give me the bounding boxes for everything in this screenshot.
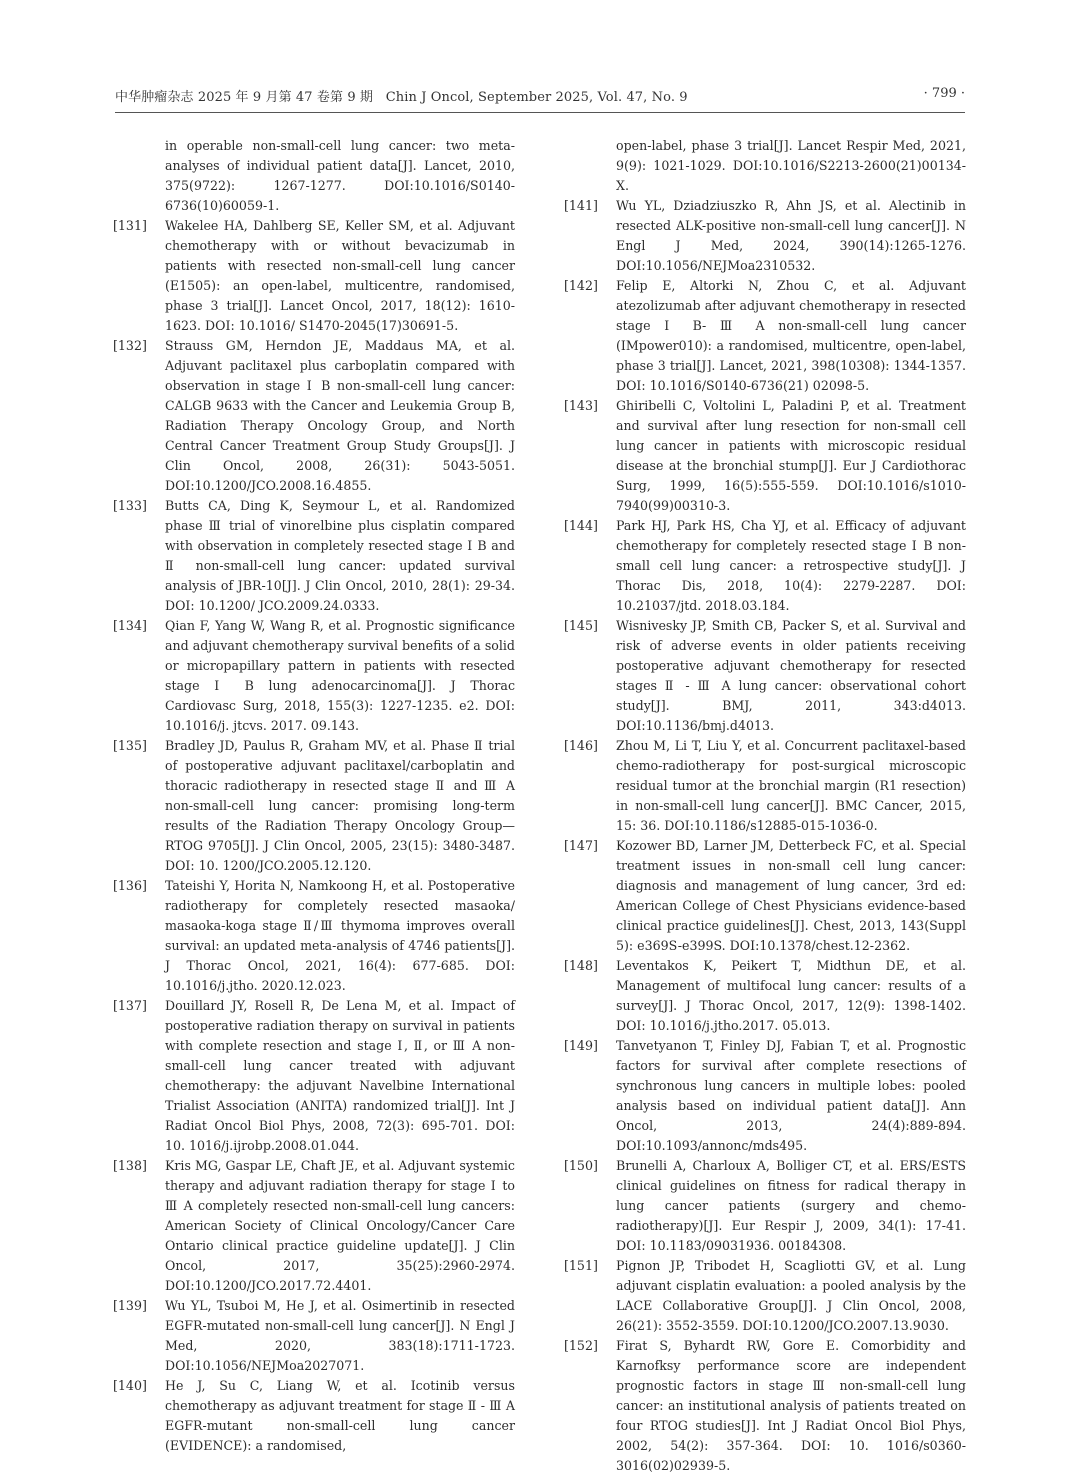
reference-number: [147] (564, 838, 598, 853)
reference-number: [141] (564, 198, 598, 213)
journal-name-en: Chin J Oncol, September 2025, Vol. 47, No. 9 (385, 90, 688, 105)
reference-text: Wu YL, Tsuboi M, He J, et al. Osimertinib in resected EGFR-mutated non-small-cell lung cancer[J]. N Engl J Med, 2020, 383(18):1711-1723. DOI:10.1056/NEJMoa2027071. (165, 1298, 515, 1373)
reference-number: [144] (564, 518, 598, 533)
reference-number: [142] (564, 278, 598, 293)
reference-number: [139] (113, 1298, 147, 1313)
reference-text: Leventakos K, Peikert T, Midthun DE, et al. Management of multifocal lung cancer: results of a survey[J]. J Thorac Oncol, 2017, 12(9): 1398-1402. DOI: 10.1016/j.jtho.2017. 05.013. (616, 958, 966, 1033)
page-number: · 799 · (923, 86, 965, 101)
reference-text: Wu YL, Dziadziuszko R, Ahn JS, et al. Alectinib in resected ALK-positive non-small-cell lung cancer[J]. N Engl J Med, 2024, 390(14):1265-1276. DOI:10.1056/NEJMoa2310532. (616, 198, 966, 273)
reference-text: Tanvetyanon T, Finley DJ, Fabian T, et al. Prognostic factors for survival after complete resections of synchronous lung cancers in multiple lobes: pooled analysis based on individual patient data[J]. Ann Oncol, 2013, 24(4):889-894. DOI:10.1093/annonc/mds495. (616, 1038, 966, 1153)
reference-text: Strauss GM, Herndon JE, Maddaus MA, et al. Adjuvant paclitaxel plus carboplatin compared with observation in stage Ⅰ B non-small-cell lung cancer: CALGB 9633 with the Cancer and Leukemia Group B, Radiation Therapy Oncology Group, and North Central Cancer Treatment Group Study Groups[J]. J Clin Oncol, 2008, 26(31): 5043-5051. DOI:10.1200/JCO.2008.16.4855. (165, 338, 515, 493)
reference-column-left (113, 136, 515, 1456)
reference-entry (564, 136, 966, 196)
reference-text: Douillard JY, Rosell R, De Lena M, et al. Impact of postoperative radiation therapy on survival in patients with complete resection and stage Ⅰ, Ⅱ, or Ⅲ A non-small-cell lung cancer treated with adjuvant chemotherapy: the adjuvant Navelbine International Trialist Association (ANITA) randomized trial[J]. Int J Radiat Oncol Biol Phys, 2008, 72(3): 695-701. DOI: 10. 1016/j.ijrobp.2008.01.044. (165, 998, 515, 1153)
reference-number: [143] (564, 398, 598, 413)
reference-entry (564, 616, 966, 736)
reference-text: Kris MG, Gaspar LE, Chaft JE, et al. Adjuvant systemic therapy and adjuvant radiation therapy for stage Ⅰ to Ⅲ A completely resected non-small-cell lung cancers: American Society of Clinical Oncology/Cancer Care Ontario clinical practice guideline update[J]. J Clin Oncol, 2017, 35(25):2960-2974. DOI:10.1200/JCO.2017.72.4401. (165, 1158, 515, 1293)
reference-text: Wisnivesky JP, Smith CB, Packer S, et al. Survival and risk of adverse events in older patients receiving postoperative adjuvant chemotherapy for resected stages Ⅱ - Ⅲ A lung cancer: observational cohort study[J]. BMJ, 2011, 343:d4013. DOI:10.1136/bmj.d4013. (616, 618, 966, 733)
reference-entry (113, 1156, 515, 1296)
reference-entry (564, 836, 966, 956)
reference-entry (113, 996, 515, 1156)
reference-text: Zhou M, Li T, Liu Y, et al. Concurrent paclitaxel-based chemo-radiotherapy for post-surgical microscopic residual tumor at the bronchial margin (R1 resection) in non-small-cell lung cancer[J]. BMC Cancer, 2015, 15: 36. DOI:10.1186/s12885-015-1036-0. (616, 738, 966, 833)
reference-entry (564, 276, 966, 396)
reference-entry (113, 736, 515, 876)
journal-name-cn: 中华肿瘤杂志 2025 年 9 月第 47 卷第 9 期 (115, 90, 374, 105)
reference-number: [140] (113, 1378, 147, 1393)
reference-number: [131] (113, 218, 147, 233)
reference-entry (564, 1256, 966, 1336)
reference-number: [137] (113, 998, 147, 1013)
reference-number: [135] (113, 738, 147, 753)
running-header (115, 86, 965, 108)
reference-entry (113, 216, 515, 336)
reference-number: [133] (113, 498, 147, 513)
reference-number: [136] (113, 878, 147, 893)
reference-number: [134] (113, 618, 147, 633)
reference-number: [152] (564, 1338, 598, 1353)
reference-text: open-label, phase 3 trial[J]. Lancet Respir Med, 2021, 9(9): 1021-1029. DOI:10.1016/S2213-2600(21)00134-X. (616, 138, 966, 193)
reference-text: Tateishi Y, Horita N, Namkoong H, et al. Postoperative radiotherapy for completely resected masaoka/ masaoka-koga stage Ⅱ/Ⅲ thymoma improves overall survival: an updated meta-analysis of 4746 patients[J]. J Thorac Oncol, 2021, 16(4): 677-685. DOI: 10.1016/j.jtho. 2020.12.023. (165, 878, 515, 993)
reference-text: Wakelee HA, Dahlberg SE, Keller SM, et al. Adjuvant chemotherapy with or without bevacizumab in patients with resected non-small-cell lung cancer (E1505): an open-label, multicentre, randomised, phase 3 trial[J]. Lancet Oncol, 2017, 18(12): 1610-1623. DOI: 10.1016/ S1470-2045(17)30691-5. (165, 218, 515, 333)
reference-text: Brunelli A, Charloux A, Bolliger CT, et al. ERS/ESTS clinical guidelines on fitness for radical therapy in lung cancer patients (surgery and chemo-radiotherapy)[J]. Eur Respir J, 2009, 34(1): 17-41. DOI: 10.1183/09031936. 00184308. (616, 1158, 966, 1253)
reference-number: [149] (564, 1038, 598, 1053)
journal-citation (115, 86, 688, 105)
reference-entry (564, 1036, 966, 1156)
reference-entry (113, 336, 515, 496)
reference-number: [146] (564, 738, 598, 753)
reference-text: Butts CA, Ding K, Seymour L, et al. Randomized phase Ⅲ trial of vinorelbine plus cisplatin compared with observation in completely resected stage Ⅰ B and Ⅱ non-small-cell lung cancer: updated survival analysis of JBR-10[J]. J Clin Oncol, 2010, 28(1): 29-34. DOI: 10.1200/ JCO.2009.24.0333. (165, 498, 515, 613)
reference-entry (564, 956, 966, 1036)
reference-number: [138] (113, 1158, 147, 1173)
reference-entry (113, 876, 515, 996)
header-rule (115, 112, 965, 113)
reference-text: Qian F, Yang W, Wang R, et al. Prognostic significance and adjuvant chemotherapy survival benefits of a solid or micropapillary pattern in patients with resected stage Ⅰ B lung adenocarcinoma[J]. J Thorac Cardiovasc Surg, 2018, 155(3): 1227-1235. e2. DOI: 10.1016/j. jtcvs. 2017. 09.143. (165, 618, 515, 733)
reference-text: Bradley JD, Paulus R, Graham MV, et al. Phase Ⅱ trial of postoperative adjuvant paclitaxel/carboplatin and thoracic radiotherapy in resected stage Ⅱ and Ⅲ A non-small-cell lung cancer: promising long-term results of the Radiation Therapy Oncology Group—RTOG 9705[J]. J Clin Oncol, 2005, 23(15): 3480-3487. DOI: 10. 1200/JCO.2005.12.120. (165, 738, 515, 873)
reference-text: Felip E, Altorki N, Zhou C, et al. Adjuvant atezolizumab after adjuvant chemotherapy in resected stage Ⅰ B- Ⅲ A non-small-cell lung cancer (IMpower010): a randomised, multicentre, open-label, phase 3 trial[J]. Lancet, 2021, 398(10308): 1344-1357. DOI: 10.1016/S0140-6736(21) 02098-5. (616, 278, 966, 393)
reference-number: [148] (564, 958, 598, 973)
reference-text: Pignon JP, Tribodet H, Scagliotti GV, et al. Lung adjuvant cisplatin evaluation: a pooled analysis by the LACE Collaborative Group[J]. J Clin Oncol, 2008, 26(21): 3552-3559. DOI:10.1200/JCO.2007.13.9030. (616, 1258, 966, 1333)
reference-number: [132] (113, 338, 147, 353)
reference-entry (113, 1376, 515, 1456)
reference-entry (113, 616, 515, 736)
reference-entry (564, 1336, 966, 1476)
reference-entry (113, 136, 515, 216)
reference-entry (113, 1296, 515, 1376)
reference-text: Firat S, Byhardt RW, Gore E. Comorbidity and Karnofksy performance score are independent prognostic factors in stage Ⅲ non-small-cell lung cancer: an institutional analysis of patients treated on four RTOG studies[J]. Int J Radiat Oncol Biol Phys, 2002, 54(2): 357-364. DOI: 10. 1016/s0360-3016(02)02939-5. (616, 1338, 966, 1473)
reference-text: Park HJ, Park HS, Cha YJ, et al. Efficacy of adjuvant chemotherapy for completely resected stage Ⅰ B non-small cell lung cancer: a retrospective study[J]. J Thorac Dis, 2018, 10(4): 2279-2287. DOI: 10.21037/jtd. 2018.03.184. (616, 518, 966, 613)
reference-text: Ghiribelli C, Voltolini L, Paladini P, et al. Treatment and survival after lung resection for non-small cell lung cancer in patients with microscopic residual disease at the bronchial stump[J]. Eur J Cardiothorac Surg, 1999, 16(5):555-559. DOI:10.1016/s1010-7940(99)00310-3. (616, 398, 966, 513)
reference-column-right (564, 136, 966, 1476)
reference-entry (113, 496, 515, 616)
reference-entry (564, 196, 966, 276)
reference-number: [150] (564, 1158, 598, 1173)
reference-entry (564, 736, 966, 836)
reference-entry (564, 396, 966, 516)
reference-text: in operable non-small-cell lung cancer: two meta-analyses of individual patient data[J]. Lancet, 2010, 375(9722): 1267-1277. DOI:10.1016/S0140-6736(10)60059-1. (165, 138, 515, 213)
reference-number: [145] (564, 618, 598, 633)
reference-entry (564, 516, 966, 616)
reference-number: [151] (564, 1258, 598, 1273)
reference-entry (564, 1156, 966, 1256)
reference-text: He J, Su C, Liang W, et al. Icotinib versus chemotherapy as adjuvant treatment for stage Ⅱ - Ⅲ A EGFR-mutant non-small-cell lung cancer (EVIDENCE): a randomised, (165, 1378, 515, 1453)
reference-text: Kozower BD, Larner JM, Detterbeck FC, et al. Special treatment issues in non-small cell lung cancer: diagnosis and management of lung cancer, 3rd ed: American College of Chest Physicians evidence-based clinical practice guidelines[J]. Chest, 2013, 143(Suppl 5): e369S-e399S. DOI:10.1378/chest.12-2362. (616, 838, 966, 953)
